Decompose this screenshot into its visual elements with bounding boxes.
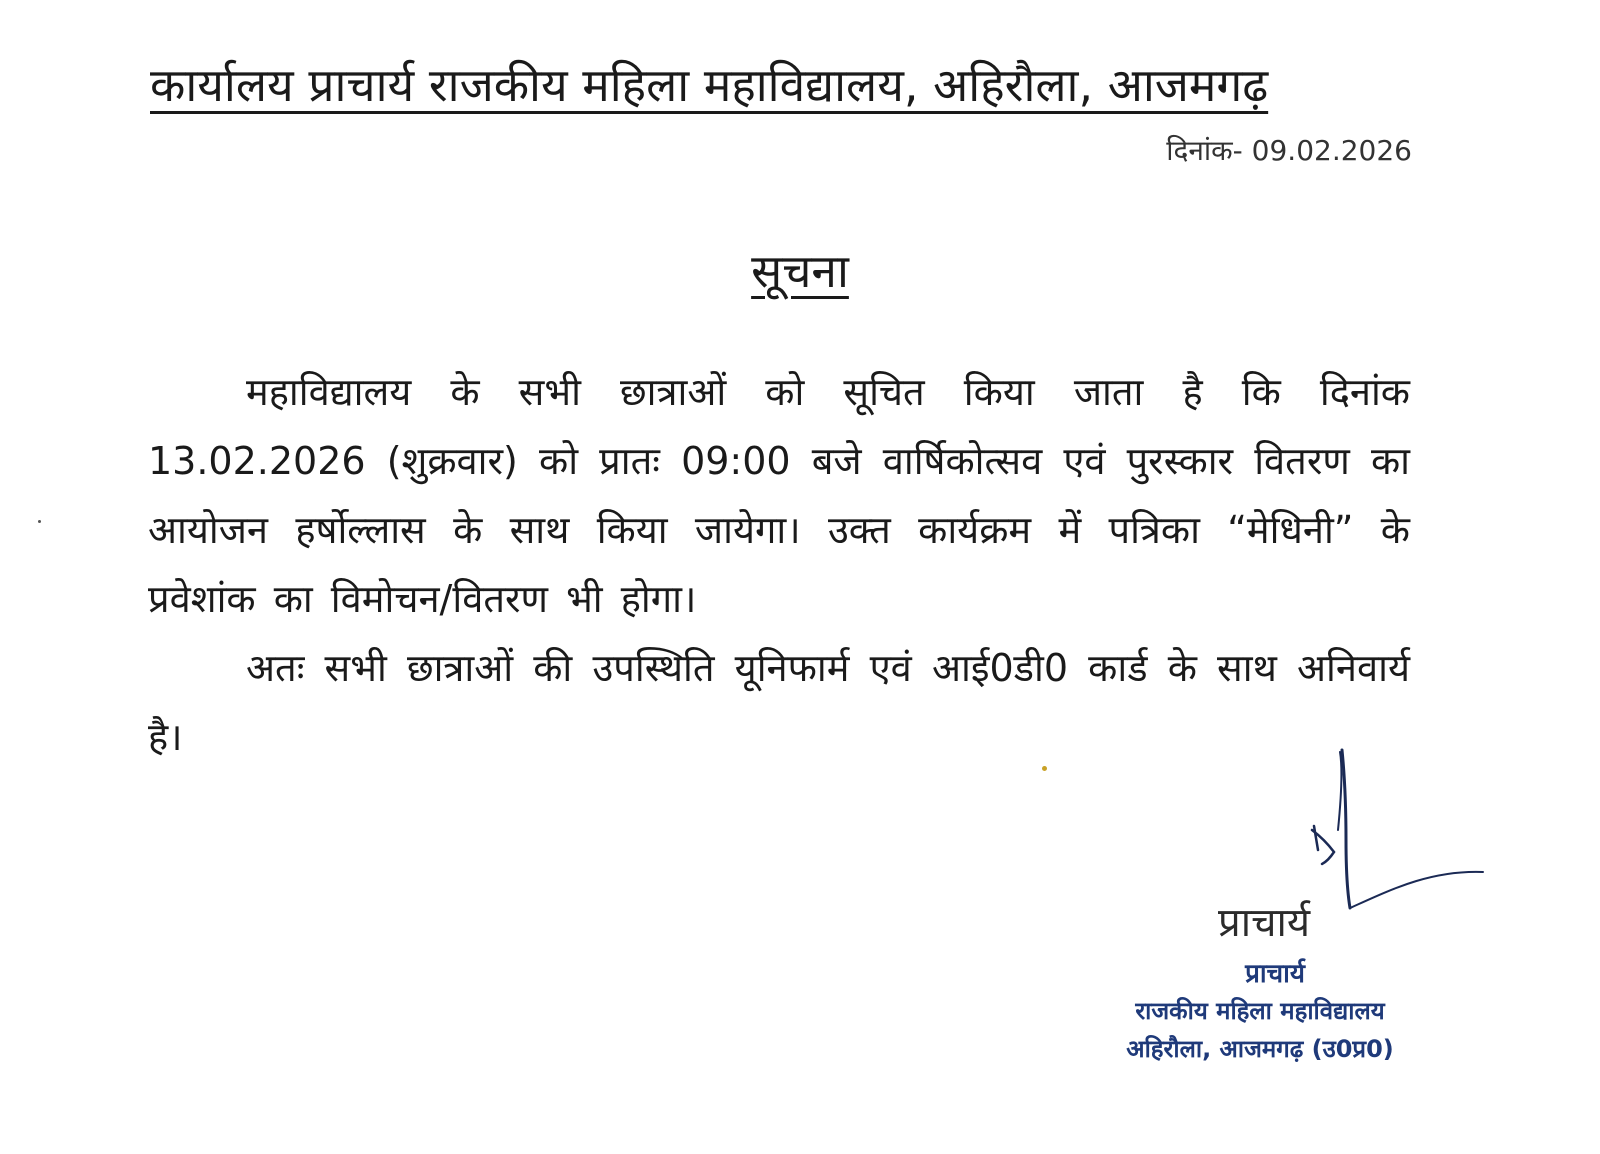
official-stamp [1100,956,1420,1068]
notice-date: दिनांक- 09.02.2026 [1166,134,1412,167]
scan-speck [38,520,41,523]
stamp-location: अहिरौला, आजमगढ़ (उ0प्र0) [1126,1035,1394,1063]
stamp-title: प्राचार्य [1245,959,1305,989]
stamp-institution: राजकीय महिला महाविद्यालय [1135,997,1385,1025]
notice-paragraph-1: महाविद्यालय के सभी छात्राओं को सूचित किया जाता है कि दिनांक 13.02.2026 (शुक्रवार) को प्रातः 09:00 बजे वार्षिकोत्सव एवं पुरस्कार वितरण का आयोजन हर्षोल्लास के साथ किया जायेगा। उक्त कार्यक्रम में पत्रिका “मेधिनी” के प्रवेशांक का विमोचन/वितरण भी होगा। [148,370,1410,621]
office-title: कार्यालय प्राचार्य राजकीय महिला महाविद्यालय, अहिरौला, आजमगढ़ [150,58,1269,112]
notice-paragraph-2: अतः सभी छात्राओं की उपस्थिति यूनिफार्म एवं आई0डी0 कार्ड के साथ अनिवार्य है। [148,646,1410,759]
scan-speck [1042,766,1047,771]
notice-body [148,358,1410,772]
notice-heading-text: सूचना [751,244,849,298]
signatory-designation: प्राचार्य [1218,900,1311,946]
notice-heading [0,244,1600,298]
handwritten-signature [1200,740,1500,920]
